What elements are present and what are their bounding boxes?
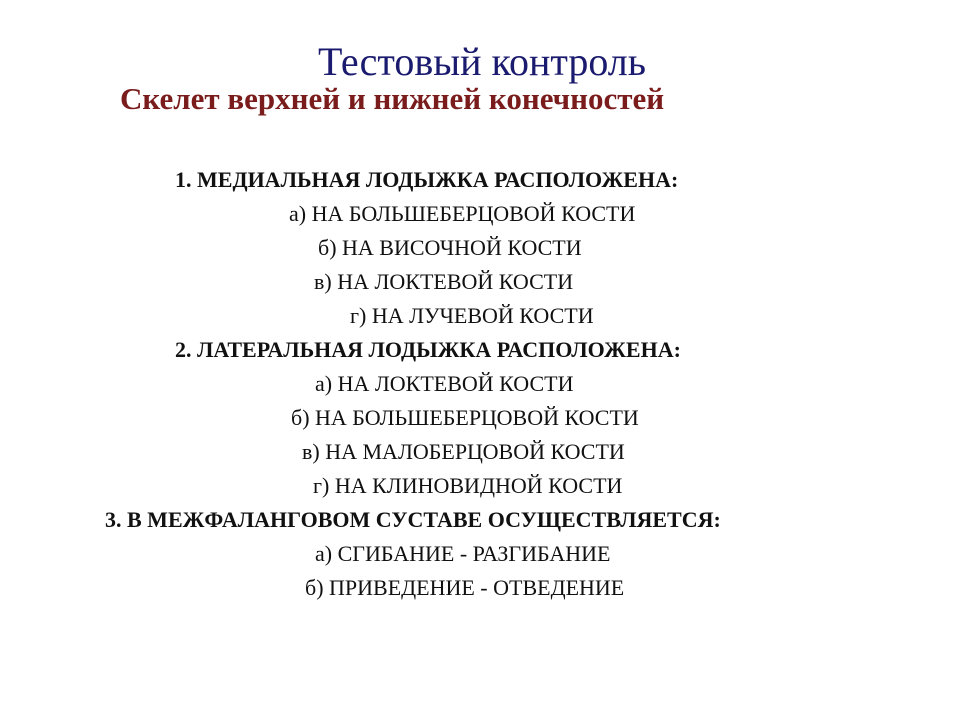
quiz-option-text: г) НА КЛИНОВИДНОЙ КОСТИ [313, 473, 623, 498]
quiz-option [0, 401, 960, 435]
slide-subtitle: Скелет верхней и нижней конечностей [120, 81, 665, 116]
quiz-list [0, 163, 960, 605]
quiz-option-text: а) НА ЛОКТЕВОЙ КОСТИ [315, 371, 574, 396]
quiz-option-text: а) СГИБАНИЕ - РАЗГИБАНИЕ [315, 541, 611, 566]
quiz-option-text: б) НА БОЛЬШЕБЕРЦОВОЙ КОСТИ [291, 405, 639, 430]
quiz-option-text: а) НА БОЛЬШЕБЕРЦОВОЙ КОСТИ [289, 201, 636, 226]
quiz-option-text: в) НА ЛОКТЕВОЙ КОСТИ [314, 269, 574, 294]
slide-title: Тестовый контроль [318, 39, 646, 84]
quiz-option [0, 367, 960, 401]
quiz-option-text: б) ПРИВЕДЕНИЕ - ОТВЕДЕНИЕ [305, 575, 625, 600]
quiz-question [0, 163, 960, 197]
quiz-option [0, 299, 960, 333]
quiz-question [0, 503, 960, 537]
quiz-option [0, 571, 960, 605]
quiz-question-text: 3. В МЕЖФАЛАНГОВОМ СУСТАВЕ ОСУЩЕСТВЛЯЕТСЯ: [105, 507, 721, 532]
quiz-option [0, 537, 960, 571]
quiz-question [0, 333, 960, 367]
quiz-question-text: 1. МЕДИАЛЬНАЯ ЛОДЫЖКА РАСПОЛОЖЕНА: [175, 167, 679, 192]
quiz-option-text: в) НА МАЛОБЕРЦОВОЙ КОСТИ [302, 439, 625, 464]
quiz-option [0, 469, 960, 503]
quiz-question-text: 2. ЛАТЕРАЛЬНАЯ ЛОДЫЖКА РАСПОЛОЖЕНА: [175, 337, 681, 362]
quiz-option-text: б) НА ВИСОЧНОЙ КОСТИ [318, 235, 582, 260]
quiz-option-text: г) НА ЛУЧЕВОЙ КОСТИ [350, 303, 594, 328]
quiz-option [0, 231, 960, 265]
quiz-option [0, 435, 960, 469]
quiz-option [0, 197, 960, 231]
quiz-option [0, 265, 960, 299]
